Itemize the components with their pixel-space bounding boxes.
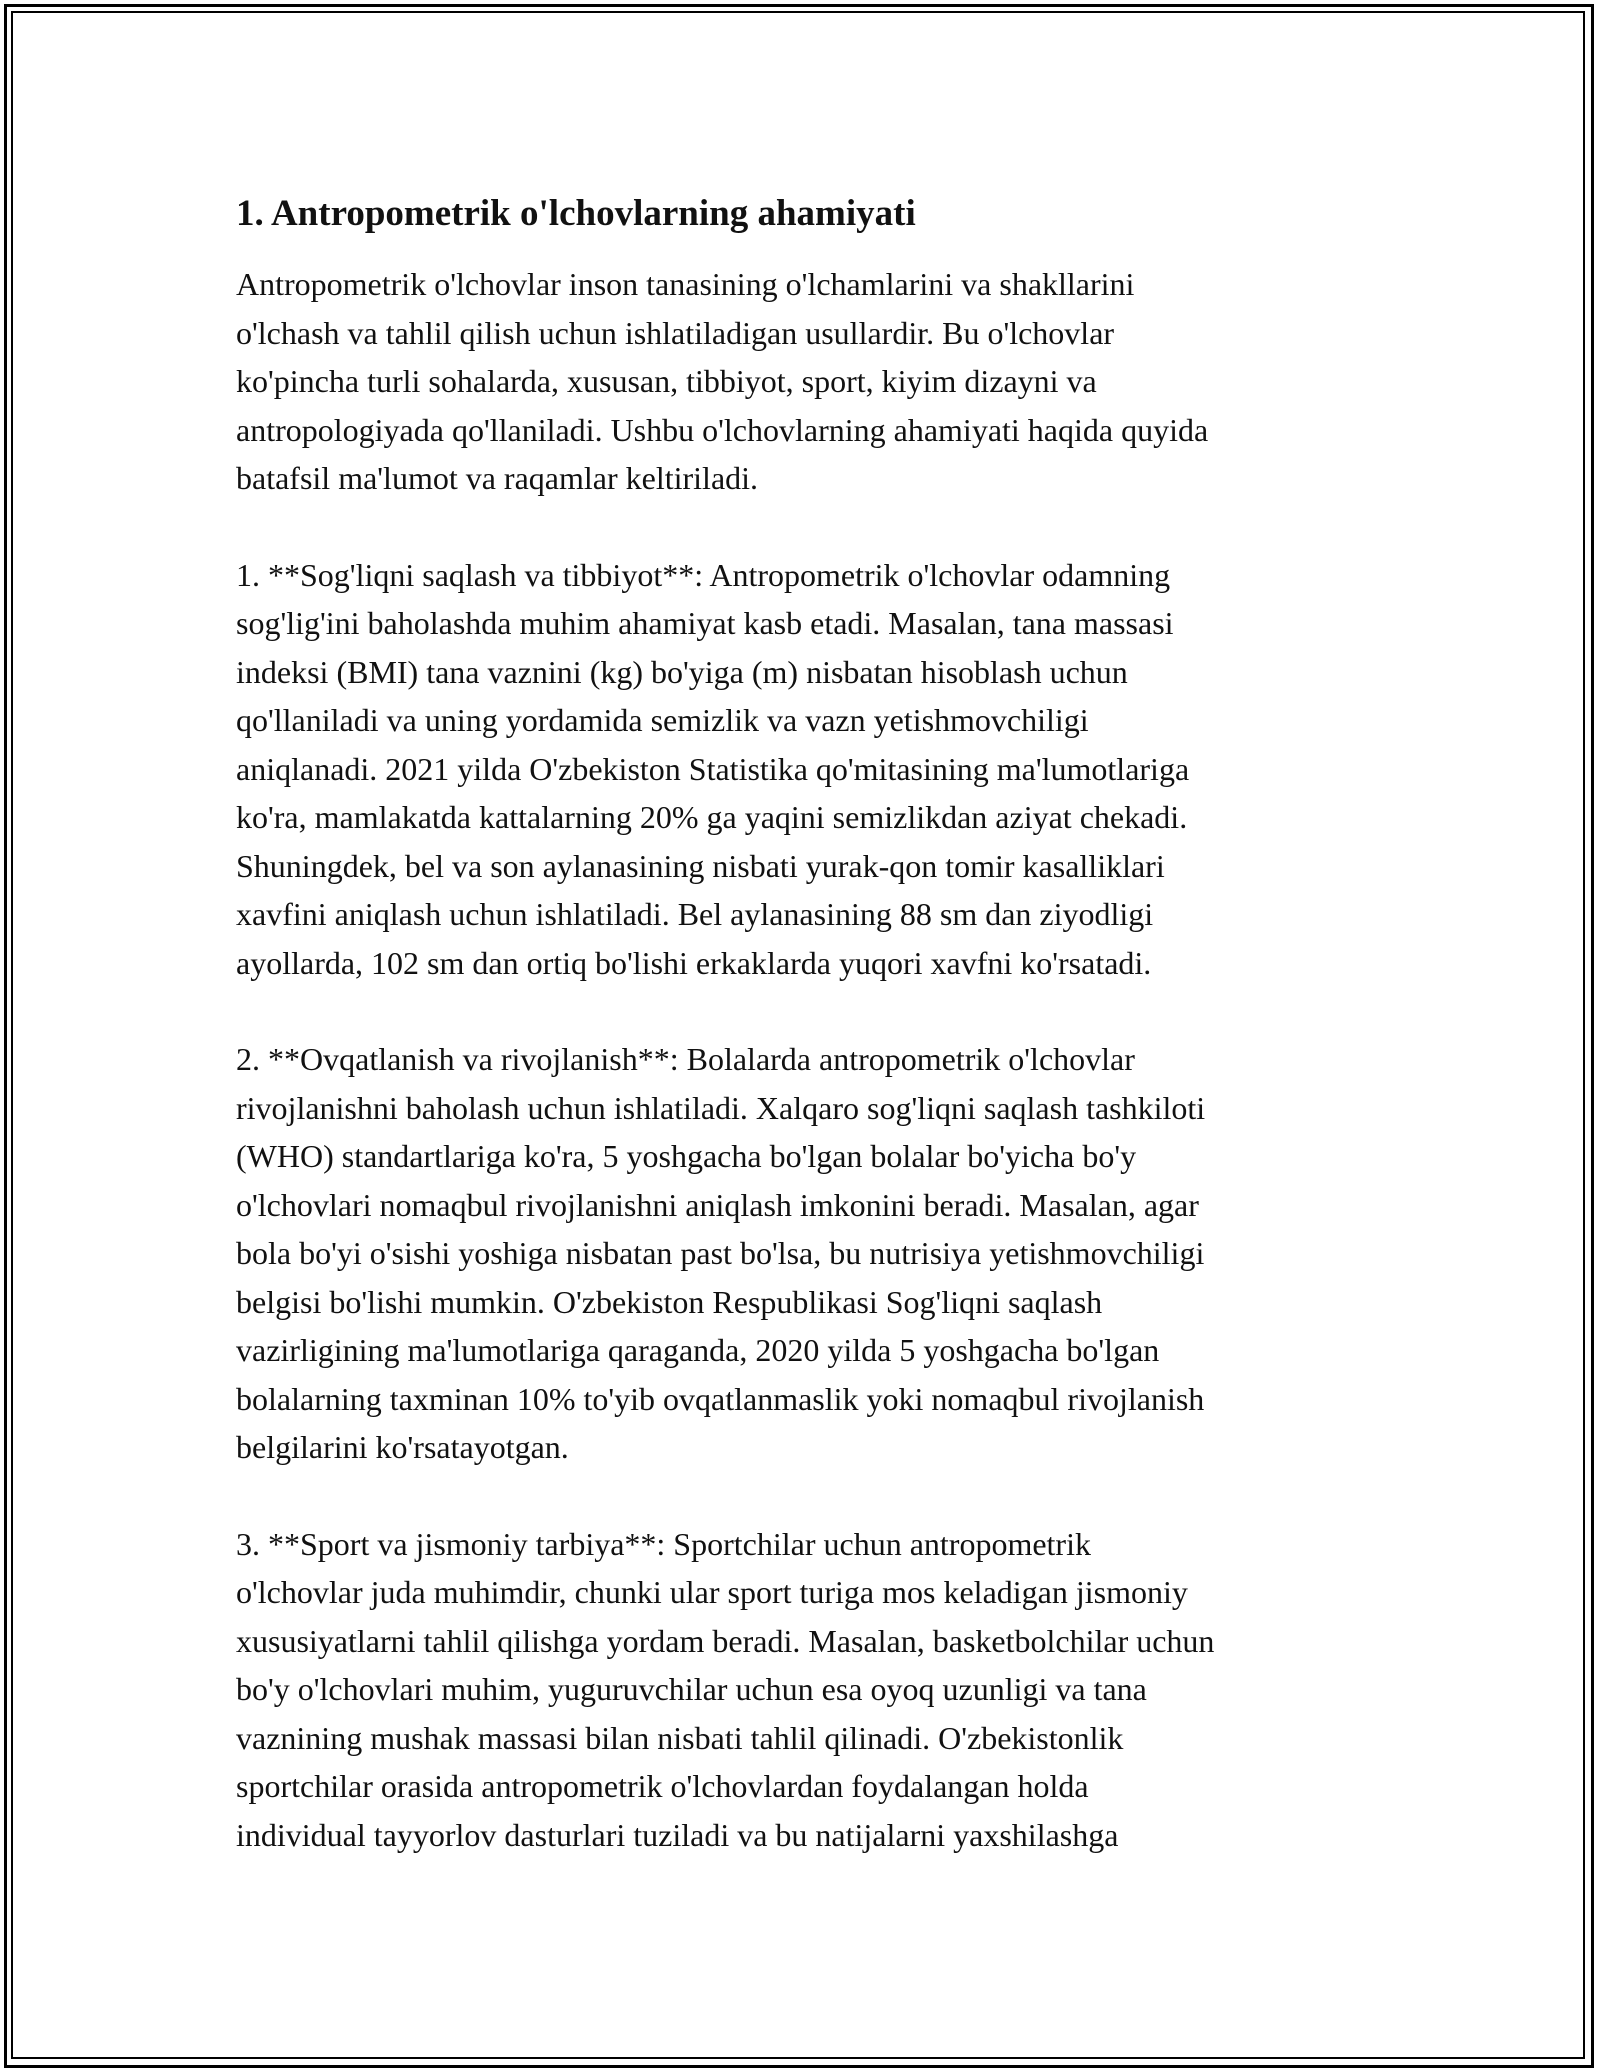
text-line: xususiyatlarni tahlil qilishga yordam beradi. Masalan, basketbolchilar uchun <box>236 1622 1215 1659</box>
text-line: xavfini aniqlash uchun ishlatiladi. Bel aylanasining 88 sm dan ziyodligi <box>236 896 1154 932</box>
text-line: 3. **Sport va jismoniy tarbiya**: Sportchilar uchun antropometrik <box>236 1525 1091 1562</box>
text-line: ko'pincha turli sohalarda, xususan, tibbiyot, sport, kiyim dizayni va <box>236 363 1097 399</box>
text-line: rivojlanishni baholash uchun ishlatiladi. Xalqaro sog'liqni saqlash tashkiloti <box>236 1089 1206 1126</box>
text-line: o'lchovlari nomaqbul rivojlanishni aniqlash imkonini beradi. Masalan, agar <box>236 1186 1199 1223</box>
paragraph <box>236 1520 1376 1860</box>
text-line: Shuningdek, bel va son aylanasining nisbati yurak-qon tomir kasalliklari <box>236 847 1165 884</box>
text-line: ko'ra, mamlakatda kattalarning 20% ga yaqini semizlikdan aziyat chekadi. <box>236 799 1188 835</box>
section-heading: 1. Antropometrik o'lchovlarning ahamiyati <box>236 193 916 234</box>
text-line: indeksi (BMI) tana vaznini (kg) bo'yiga (m) nisbatan hisoblash uchun <box>236 653 1128 690</box>
text-line: aniqlanadi. 2021 yilda O'zbekiston Statistika qo'mitasining ma'lumotlariga <box>236 750 1190 787</box>
paragraph <box>236 260 1376 503</box>
text-line: o'lchovlar juda muhimdir, chunki ular sport turiga mos keladigan jismoniy <box>236 1574 1188 1610</box>
text-line: ayollarda, 102 sm dan ortiq bo'lishi erkaklarda yuqori xavfni ko'rsatadi. <box>236 944 1152 981</box>
paragraph-list <box>236 260 1376 1859</box>
text-line: antropologiyada qo'llaniladi. Ushbu o'lchovlarning ahamiyati haqida quyida <box>236 411 1209 448</box>
text-line: 2. **Ovqatlanish va rivojlanish**: Bolalarda antropometrik o'lchovlar <box>236 1041 1135 1077</box>
text-line: bola bo'yi o'sishi yoshiga nisbatan past bo'lsa, bu nutrisiya yetishmovchiligi <box>236 1235 1205 1271</box>
text-line: belgilarini ko'rsatayotgan. <box>236 1429 569 1465</box>
text-line: vazirligining ma'lumotlariga qaraganda, 2020 yilda 5 yoshgacha bo'lgan <box>236 1332 1160 1368</box>
text-line: qo'llaniladi va uning yordamida semizlik va vazn yetishmovchiligi <box>236 702 1089 738</box>
text-line: vaznining mushak massasi bilan nisbati tahlil qilinadi. O'zbekistonlik <box>236 1719 1124 1756</box>
paragraph <box>236 1035 1376 1472</box>
paragraph <box>236 551 1376 988</box>
text-line: 1. **Sog'liqni saqlash va tibbiyot**: Antropometrik o'lchovlar odamning <box>236 556 1171 593</box>
text-line: batafsil ma'lumot va raqamlar keltiriladi. <box>236 460 759 496</box>
text-line: o'lchash va tahlil qilish uchun ishlatiladigan usullardir. Bu o'lchovlar <box>236 314 1115 351</box>
text-line: sportchilar orasida antropometrik o'lchovlardan foydalangan holda <box>236 1768 1089 1804</box>
text-line: individual tayyorlov dasturlari tuziladi va bu natijalarni yaxshilashga <box>236 1816 1119 1853</box>
text-line: bo'y o'lchovlari muhim, yuguruvchilar uchun esa oyoq uzunligi va tana <box>236 1671 1147 1707</box>
text-line: sog'lig'ini baholashda muhim ahamiyat kasb etadi. Masalan, tana massasi <box>236 605 1174 641</box>
document-body <box>236 186 1376 1907</box>
text-line: Antropometrik o'lchovlar inson tanasining o'lchamlarini va shakllarini <box>236 266 1135 302</box>
text-line: bolalarning taxminan 10% to'yib ovqatlanmaslik yoki nomaqbul rivojlanish <box>236 1380 1205 1417</box>
text-line: (WHO) standartlariga ko'ra, 5 yoshgacha bo'lgan bolalar bo'yicha bo'y <box>236 1138 1137 1174</box>
text-line: belgisi bo'lishi mumkin. O'zbekiston Respublikasi Sog'liqni saqlash <box>236 1283 1103 1320</box>
